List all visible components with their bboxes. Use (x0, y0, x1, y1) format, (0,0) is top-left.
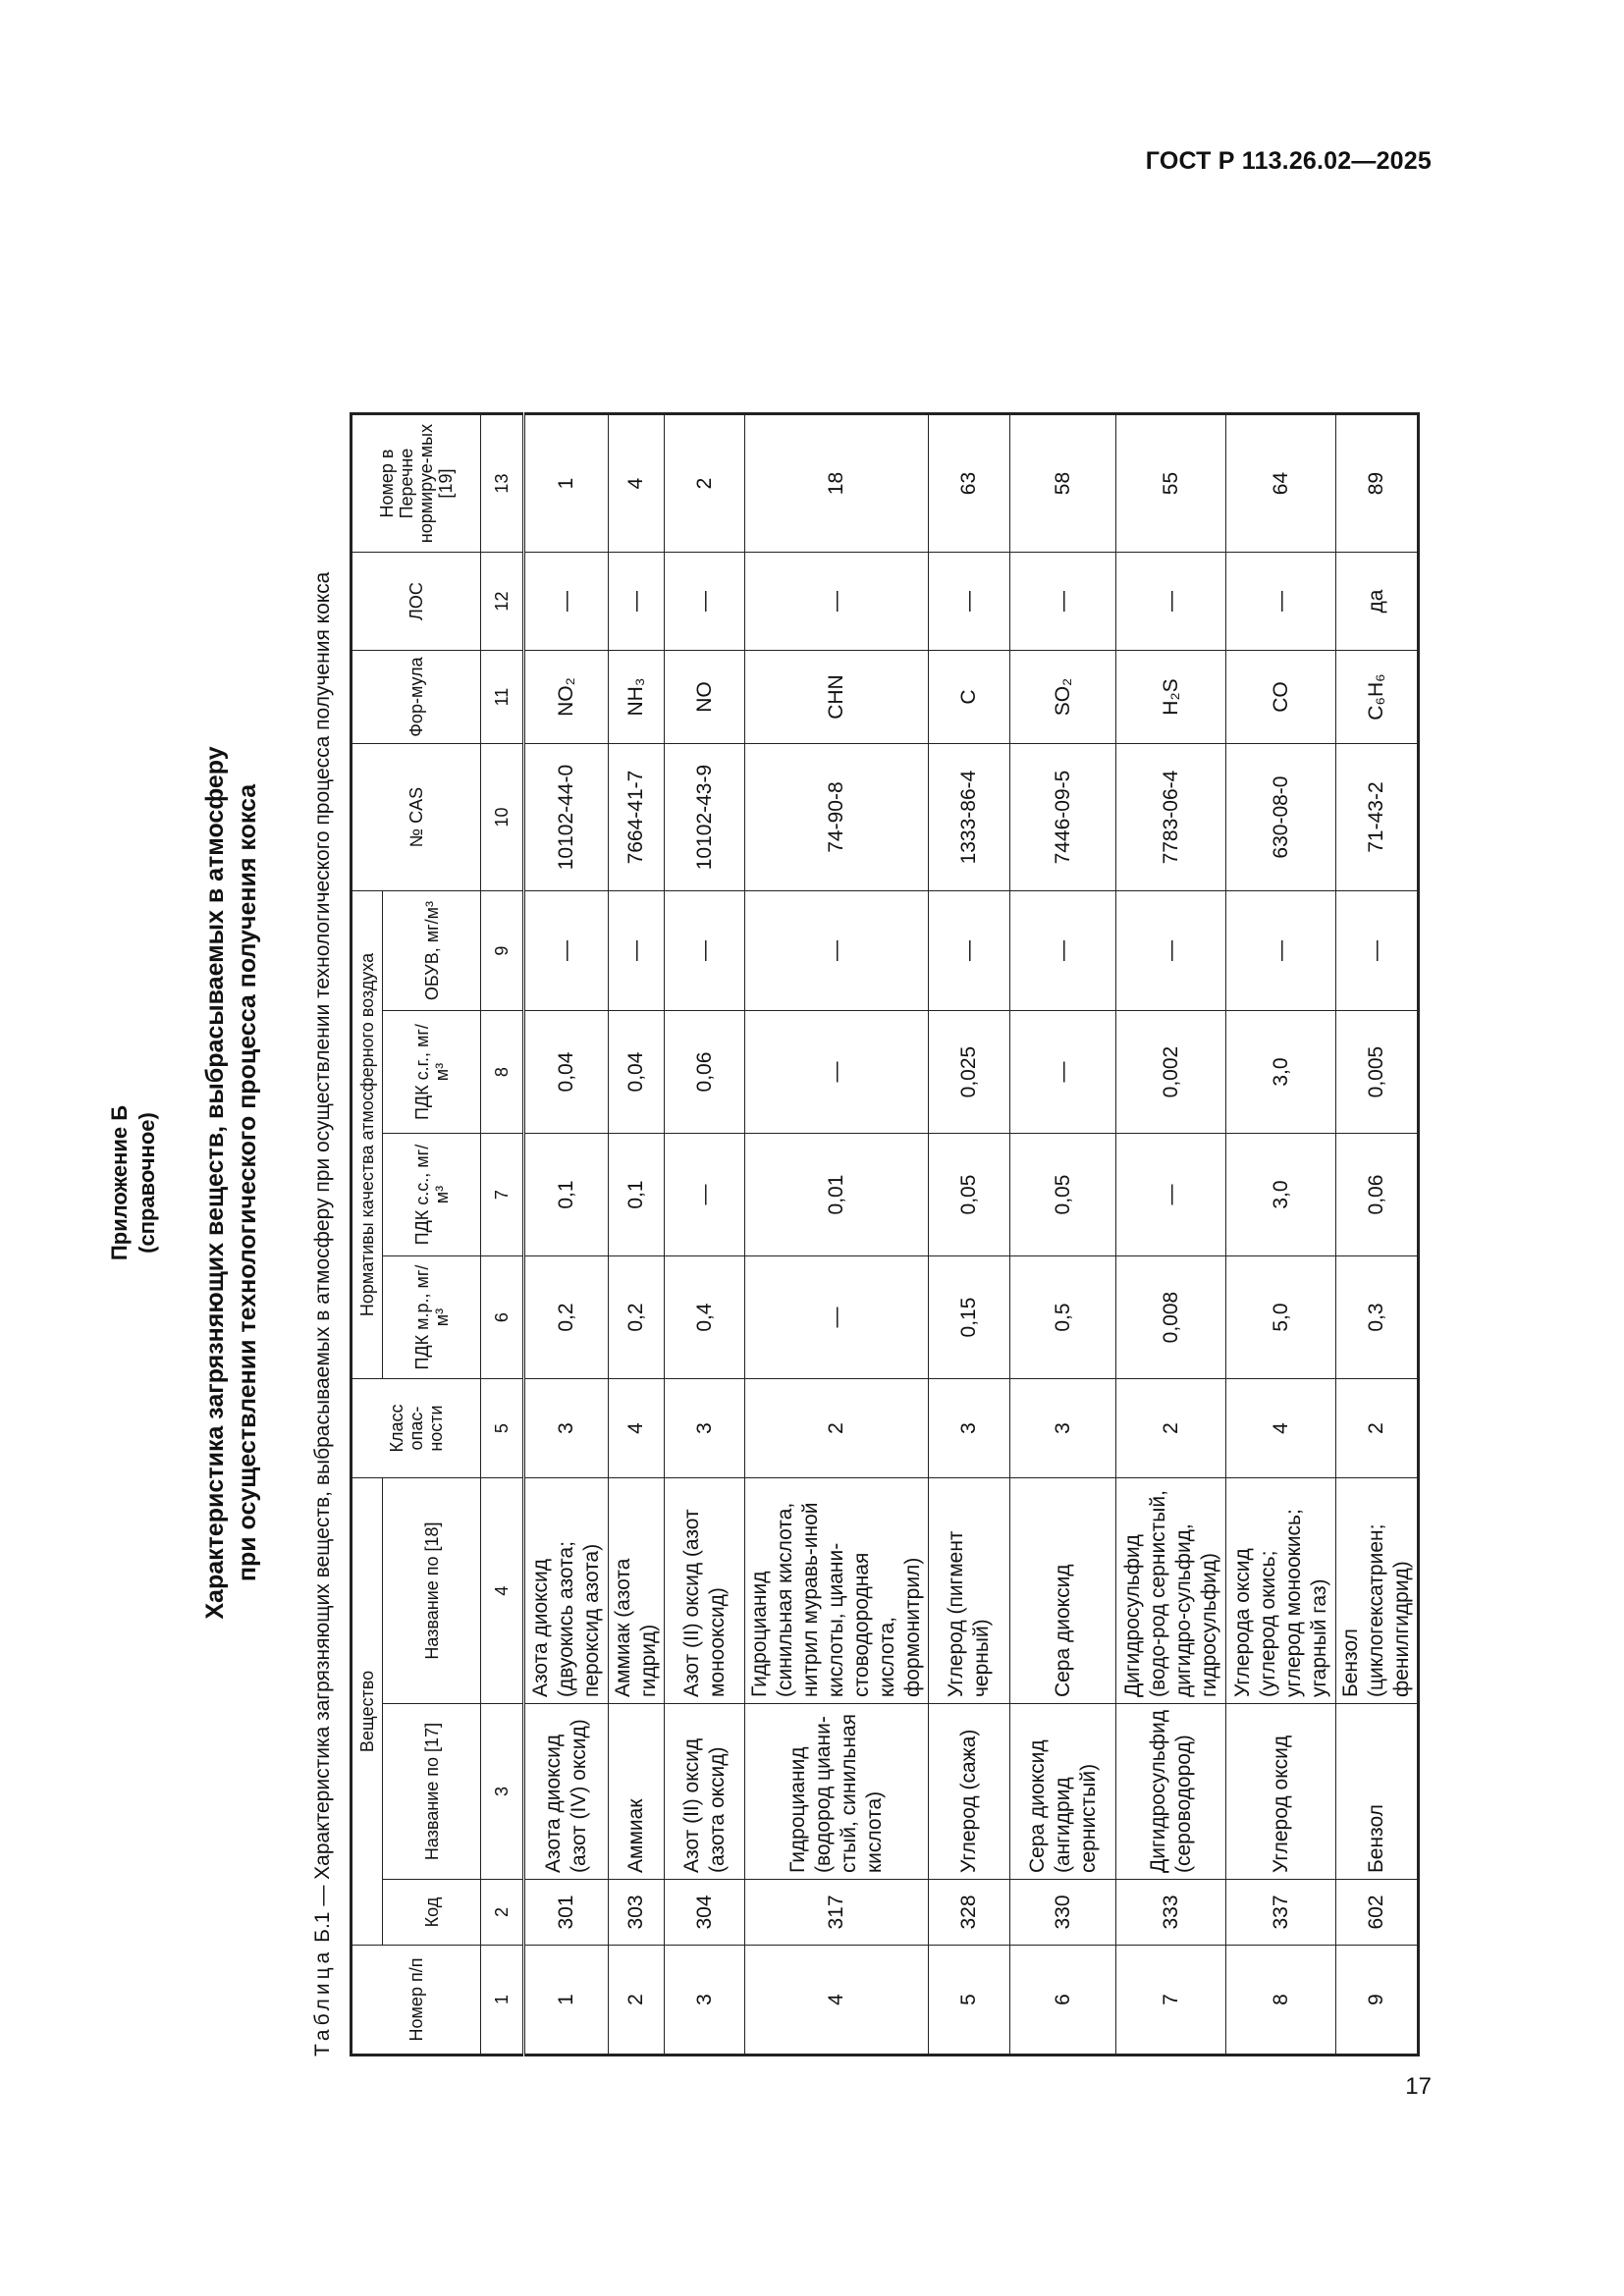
cell-obuv: — (524, 891, 609, 1011)
header-substance: Вещество (352, 1478, 383, 1946)
cell-hazard-class: 4 (1226, 1379, 1336, 1478)
header-name-18: Название по [18] (383, 1478, 481, 1704)
table-row (1010, 414, 1116, 2056)
cell-pdk-sg: 0,002 (1116, 1011, 1226, 1134)
appendix-subtitle: (справочное) (135, 1112, 159, 1254)
cell-formula: C₆H₆ (1336, 651, 1419, 744)
table-row (929, 414, 1010, 2056)
cell-name-17: Сера диоксид (ангидрид сернистый) (1010, 1704, 1116, 1880)
cell-obuv: — (1010, 891, 1116, 1011)
cell-pdk-ss: 0,01 (745, 1134, 929, 1256)
header-pdk-sg: ПДК с.г., мг/м³ (383, 1011, 481, 1134)
cell-pdk-mr: 0,2 (524, 1256, 609, 1379)
cell-name-17: Азот (II) оксид (азота оксид) (665, 1704, 745, 1880)
cell-voc: — (1010, 553, 1116, 651)
table-row (1226, 414, 1336, 2056)
cell-cas: 74-90-8 (745, 744, 929, 891)
cell-pdk-ss: 0,06 (1336, 1134, 1419, 1256)
cell-pdk-mr: 0,2 (609, 1256, 665, 1379)
cell-pdk-sg: — (1010, 1011, 1116, 1134)
cell-hazard-class: 4 (609, 1379, 665, 1478)
cell-formula: CHN (745, 651, 929, 744)
cell-name-18: Сера диоксид (1010, 1478, 1116, 1704)
header-obuv: ОБУВ, мг/м³ (383, 891, 481, 1011)
cell-name-18: Дигидросульфид (водо-род сернистый, дигидро-сульфид, гидросульфид) (1116, 1478, 1226, 1704)
table-caption-prefix: Таблица (311, 1948, 334, 2056)
rotated-page-content (106, 309, 1413, 2056)
cell-pdk-sg: 0,06 (665, 1011, 745, 1134)
cell-obuv: — (1226, 891, 1336, 1011)
cell-pdk-mr: 0,4 (665, 1256, 745, 1379)
cell-pdk-mr: 0,008 (1116, 1256, 1226, 1379)
cell-pdk-sg: 0,025 (929, 1011, 1010, 1134)
cell-name-17: Аммиак (609, 1704, 665, 1880)
table-row (524, 414, 609, 2056)
cell-code: 328 (929, 1880, 1010, 1946)
cell-code: 602 (1336, 1880, 1419, 1946)
page-number: 17 (1405, 2073, 1432, 2100)
cell-name-17: Углерод (сажа) (929, 1704, 1010, 1880)
column-number: 13 (481, 414, 524, 553)
cell-code: 337 (1226, 1880, 1336, 1946)
cell-pdk-mr: 0,5 (1010, 1256, 1116, 1379)
cell-cas: 1333-86-4 (929, 744, 1010, 891)
table-caption (310, 309, 336, 2056)
cell-list-number: 55 (1116, 414, 1226, 553)
header-air-quality-norms: Нормативы качества атмосферного воздуха (352, 891, 383, 1379)
cell-number: 1 (524, 1946, 609, 2056)
cell-cas: 7664-41-7 (609, 744, 665, 891)
column-number: 10 (481, 744, 524, 891)
cell-voc: — (524, 553, 609, 651)
cell-cas: 7446-09-5 (1010, 744, 1116, 891)
cell-formula: SO₂ (1010, 651, 1116, 744)
header-cas: № CAS (352, 744, 481, 891)
cell-cas: 10102-43-9 (665, 744, 745, 891)
cell-code: 303 (609, 1880, 665, 1946)
cell-list-number: 63 (929, 414, 1010, 553)
cell-obuv: — (609, 891, 665, 1011)
header-code: Код (383, 1880, 481, 1946)
cell-formula: CO (1226, 651, 1336, 744)
cell-hazard-class: 3 (665, 1379, 745, 1478)
header-pdk-mr: ПДК м.р., мг/м³ (383, 1256, 481, 1379)
cell-number: 4 (745, 1946, 929, 2056)
header-name-17: Название по [17] (383, 1704, 481, 1880)
cell-name-18: Азота диоксид (двуокись азота; пероксид азота) (524, 1478, 609, 1704)
cell-voc: — (929, 553, 1010, 651)
cell-pdk-sg: — (745, 1011, 929, 1134)
cell-hazard-class: 3 (524, 1379, 609, 1478)
cell-formula: NO₂ (524, 651, 609, 744)
cell-obuv: — (665, 891, 745, 1011)
substances-table (350, 412, 1420, 2056)
appendix-heading (106, 309, 161, 2056)
cell-pdk-ss: 3,0 (1226, 1134, 1336, 1256)
cell-number: 3 (665, 1946, 745, 2056)
header-number: Номер п/п (352, 1946, 481, 2056)
column-number: 7 (481, 1134, 524, 1256)
header-hazard-class: Класс опас-ности (352, 1379, 481, 1478)
cell-voc: — (1226, 553, 1336, 651)
cell-list-number: 64 (1226, 414, 1336, 553)
column-number: 8 (481, 1011, 524, 1134)
cell-pdk-ss: — (665, 1134, 745, 1256)
cell-obuv: — (1336, 891, 1419, 1011)
section-title-line-2: при осуществлении технологического процесса получения кокса (234, 783, 261, 1582)
cell-list-number: 18 (745, 414, 929, 553)
header-list-number: Номер в Перечне нормируе-мых [19] (352, 414, 481, 553)
cell-formula: NO (665, 651, 745, 744)
table-row (609, 414, 665, 2056)
section-title (199, 309, 264, 2056)
cell-list-number: 58 (1010, 414, 1116, 553)
cell-code: 317 (745, 1880, 929, 1946)
header-pdk-ss: ПДК с.с., мг/м³ (383, 1134, 481, 1256)
cell-pdk-ss: 0,05 (1010, 1134, 1116, 1256)
cell-pdk-mr: 0,3 (1336, 1256, 1419, 1379)
header-voc: ЛОС (352, 553, 481, 651)
column-number: 12 (481, 553, 524, 651)
cell-pdk-ss: 0,1 (524, 1134, 609, 1256)
cell-name-18: Углерода оксид (углерод окись; углерод моноокись; угарный газ) (1226, 1478, 1336, 1704)
cell-voc: — (609, 553, 665, 651)
cell-hazard-class: 2 (1116, 1379, 1226, 1478)
cell-cas: 7783-06-4 (1116, 744, 1226, 891)
cell-voc: — (665, 553, 745, 651)
cell-pdk-sg: 3,0 (1226, 1011, 1336, 1134)
cell-pdk-mr: 5,0 (1226, 1256, 1336, 1379)
cell-name-18: Азот (II) оксид (азот монооксид) (665, 1478, 745, 1704)
table-row (1116, 414, 1226, 2056)
cell-number: 6 (1010, 1946, 1116, 2056)
cell-hazard-class: 3 (929, 1379, 1010, 1478)
cell-list-number: 89 (1336, 414, 1419, 553)
cell-name-17: Углерод оксид (1226, 1704, 1336, 1880)
cell-list-number: 2 (665, 414, 745, 553)
cell-name-17: Гидроцианид (водород циани-стый, синильная кислота) (745, 1704, 929, 1880)
cell-list-number: 1 (524, 414, 609, 553)
cell-name-18: Аммиак (азота гидрид) (609, 1478, 665, 1704)
column-number: 2 (481, 1880, 524, 1946)
cell-voc: — (1116, 553, 1226, 651)
document-code: ГОСТ Р 113.26.02—2025 (1145, 147, 1432, 175)
column-number: 11 (481, 651, 524, 744)
cell-name-17: Бензол (1336, 1704, 1419, 1880)
cell-voc: — (745, 553, 929, 651)
cell-obuv: — (745, 891, 929, 1011)
column-number: 9 (481, 891, 524, 1011)
cell-cas: 10102-44-0 (524, 744, 609, 891)
cell-code: 333 (1116, 1880, 1226, 1946)
cell-hazard-class: 3 (1010, 1379, 1116, 1478)
column-number: 4 (481, 1478, 524, 1704)
cell-formula: NH₃ (609, 651, 665, 744)
cell-pdk-ss: — (1116, 1134, 1226, 1256)
cell-obuv: — (1116, 891, 1226, 1011)
table-row (745, 414, 929, 2056)
cell-number: 9 (1336, 1946, 1419, 2056)
column-number: 5 (481, 1379, 524, 1478)
cell-voc: да (1336, 553, 1419, 651)
cell-name-18: Бензол (циклогексатриен; фенилгидрид) (1336, 1478, 1419, 1704)
cell-formula: H₂S (1116, 651, 1226, 744)
cell-code: 330 (1010, 1880, 1116, 1946)
cell-name-17: Азота диоксид (азот (IV) оксид) (524, 1704, 609, 1880)
cell-pdk-sg: 0,04 (609, 1011, 665, 1134)
cell-cas: 71-43-2 (1336, 744, 1419, 891)
cell-pdk-mr: — (745, 1256, 929, 1379)
cell-hazard-class: 2 (1336, 1379, 1419, 1478)
cell-obuv: — (929, 891, 1010, 1011)
column-number: 1 (481, 1946, 524, 2056)
cell-number: 2 (609, 1946, 665, 2056)
header-formula: Фор-мула (352, 651, 481, 744)
table-row (1336, 414, 1419, 2056)
column-number: 3 (481, 1704, 524, 1880)
cell-pdk-ss: 0,05 (929, 1134, 1010, 1256)
column-number: 6 (481, 1256, 524, 1379)
cell-pdk-mr: 0,15 (929, 1256, 1010, 1379)
cell-name-18: Углерод (пигмент черный) (929, 1478, 1010, 1704)
table-row (665, 414, 745, 2056)
appendix-title: Приложение Б (107, 1104, 132, 1261)
cell-pdk-ss: 0,1 (609, 1134, 665, 1256)
column-numbers-row (481, 414, 524, 2056)
cell-number: 5 (929, 1946, 1010, 2056)
cell-list-number: 4 (609, 414, 665, 553)
table-caption-text: Б.1 — Характеристика загрязняющих веществ, выбрасываемых в атмосферу при осуществлении технологического процесса получения кокса (311, 571, 334, 1943)
section-title-line-1: Характеристика загрязняющих веществ, выбрасываемых в атмосферу (201, 746, 229, 1620)
cell-pdk-sg: 0,005 (1336, 1011, 1419, 1134)
cell-formula: C (929, 651, 1010, 744)
cell-code: 304 (665, 1880, 745, 1946)
cell-code: 301 (524, 1880, 609, 1946)
cell-name-17: Дигидросульфид (сероводород) (1116, 1704, 1226, 1880)
cell-hazard-class: 2 (745, 1379, 929, 1478)
cell-name-18: Гидроцианид (синильная кислота, нитрил муравь-иной кислоты, циани-стоводородная кислота, формонитрил) (745, 1478, 929, 1704)
cell-cas: 630-08-0 (1226, 744, 1336, 891)
cell-number: 8 (1226, 1946, 1336, 2056)
cell-number: 7 (1116, 1946, 1226, 2056)
cell-pdk-sg: 0,04 (524, 1011, 609, 1134)
